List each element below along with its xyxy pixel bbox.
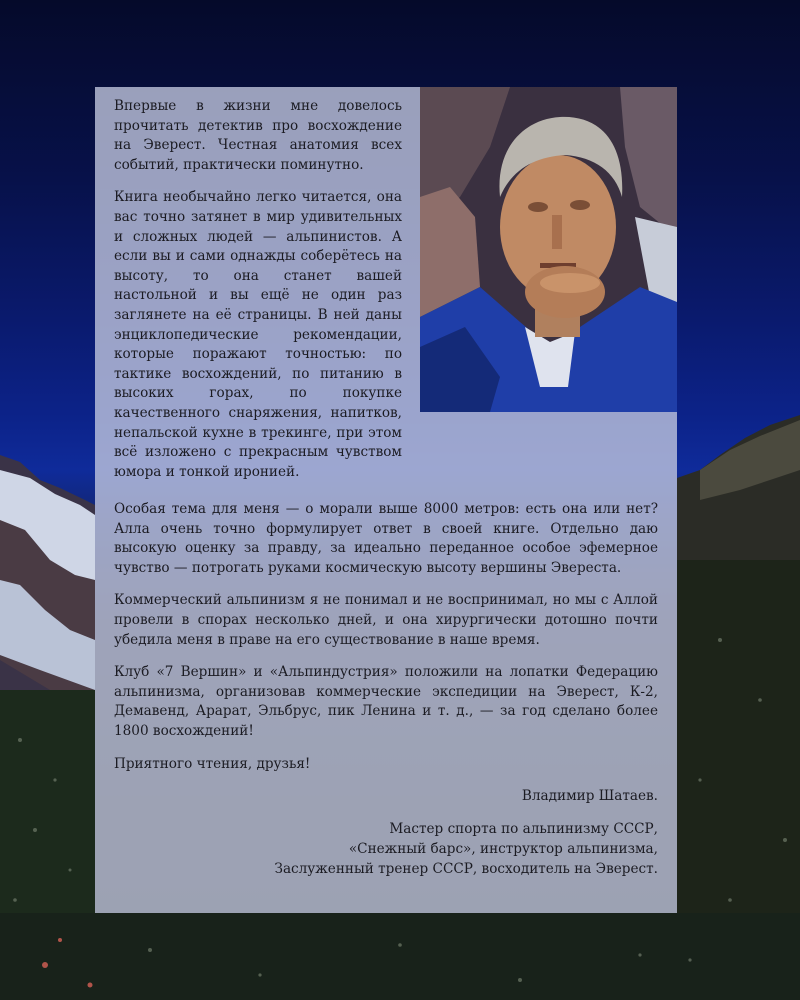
intro-column [114,97,402,495]
author-portrait [420,87,677,412]
paragraph-2: Книга необычайно легко читается, она вас точно затянет в мир удивительных и сложных людей — альпинистов. А если вы и сами однажды соберётесь на высоту, то она станет вашей настольной и вы ещё не один раз заглянете на её страницы. В ней даны энциклопедические рекомендации, которые поражают точностью: по тактике восхождений, по питанию в высоких горах, по покупке качественного снаряжения, напитков, непальской кухне в трекинге, при этом всё изложено с прекрасным чувством юмора и тонкой иронией. [114,189,402,480]
portrait-photo [420,87,677,412]
bottom-meadow [0,913,800,1000]
paragraph-4: Коммерческий альпинизм я не понимал и не воспринимал, но мы с Аллой провели в спорах несколько дней, и она хирургически дотошно почти убедила меня в праве на его существование в наше время. [114,592,658,648]
paragraph-5: Клуб «7 Вершин» и «Альпиндустрия» положили на лопатки Федерацию альпинизма, организовав коммерческие экспедиции на Эверест, К-2, Демавенд, Арарат, Эльбрус, пик Ленина и т. д., — за год сделано более 1800 восхождений! [114,664,658,739]
main-column [114,500,658,892]
credential-line-3: Заслуженный тренер СССР, восходитель на Эверест. [274,860,658,877]
paragraph-1: Впервые в жизни мне довелось прочитать детектив про восхождение на Эверест. Честная анатомия всех событий, практически поминутно. [114,98,402,173]
author-signature: Владимир Шатаев. [521,788,658,805]
paragraph-6: Приятного чтения, друзья! [114,755,311,772]
paragraph-3: Особая тема для меня — о морали выше 8000 метров: есть она или нет? Алла очень точно формулирует ответ в своей книге. Отдельно даю высокую оценку за правду, за идеально переданное особое эфемерное чувство — потрогать руками космическую высоту вершины Эвереста. [114,501,658,576]
author-credentials [114,819,658,879]
credential-line-2: «Снежный барс», инструктор альпинизма, [348,840,658,857]
credential-line-1: Мастер спорта по альпинизму СССР, [389,820,658,837]
